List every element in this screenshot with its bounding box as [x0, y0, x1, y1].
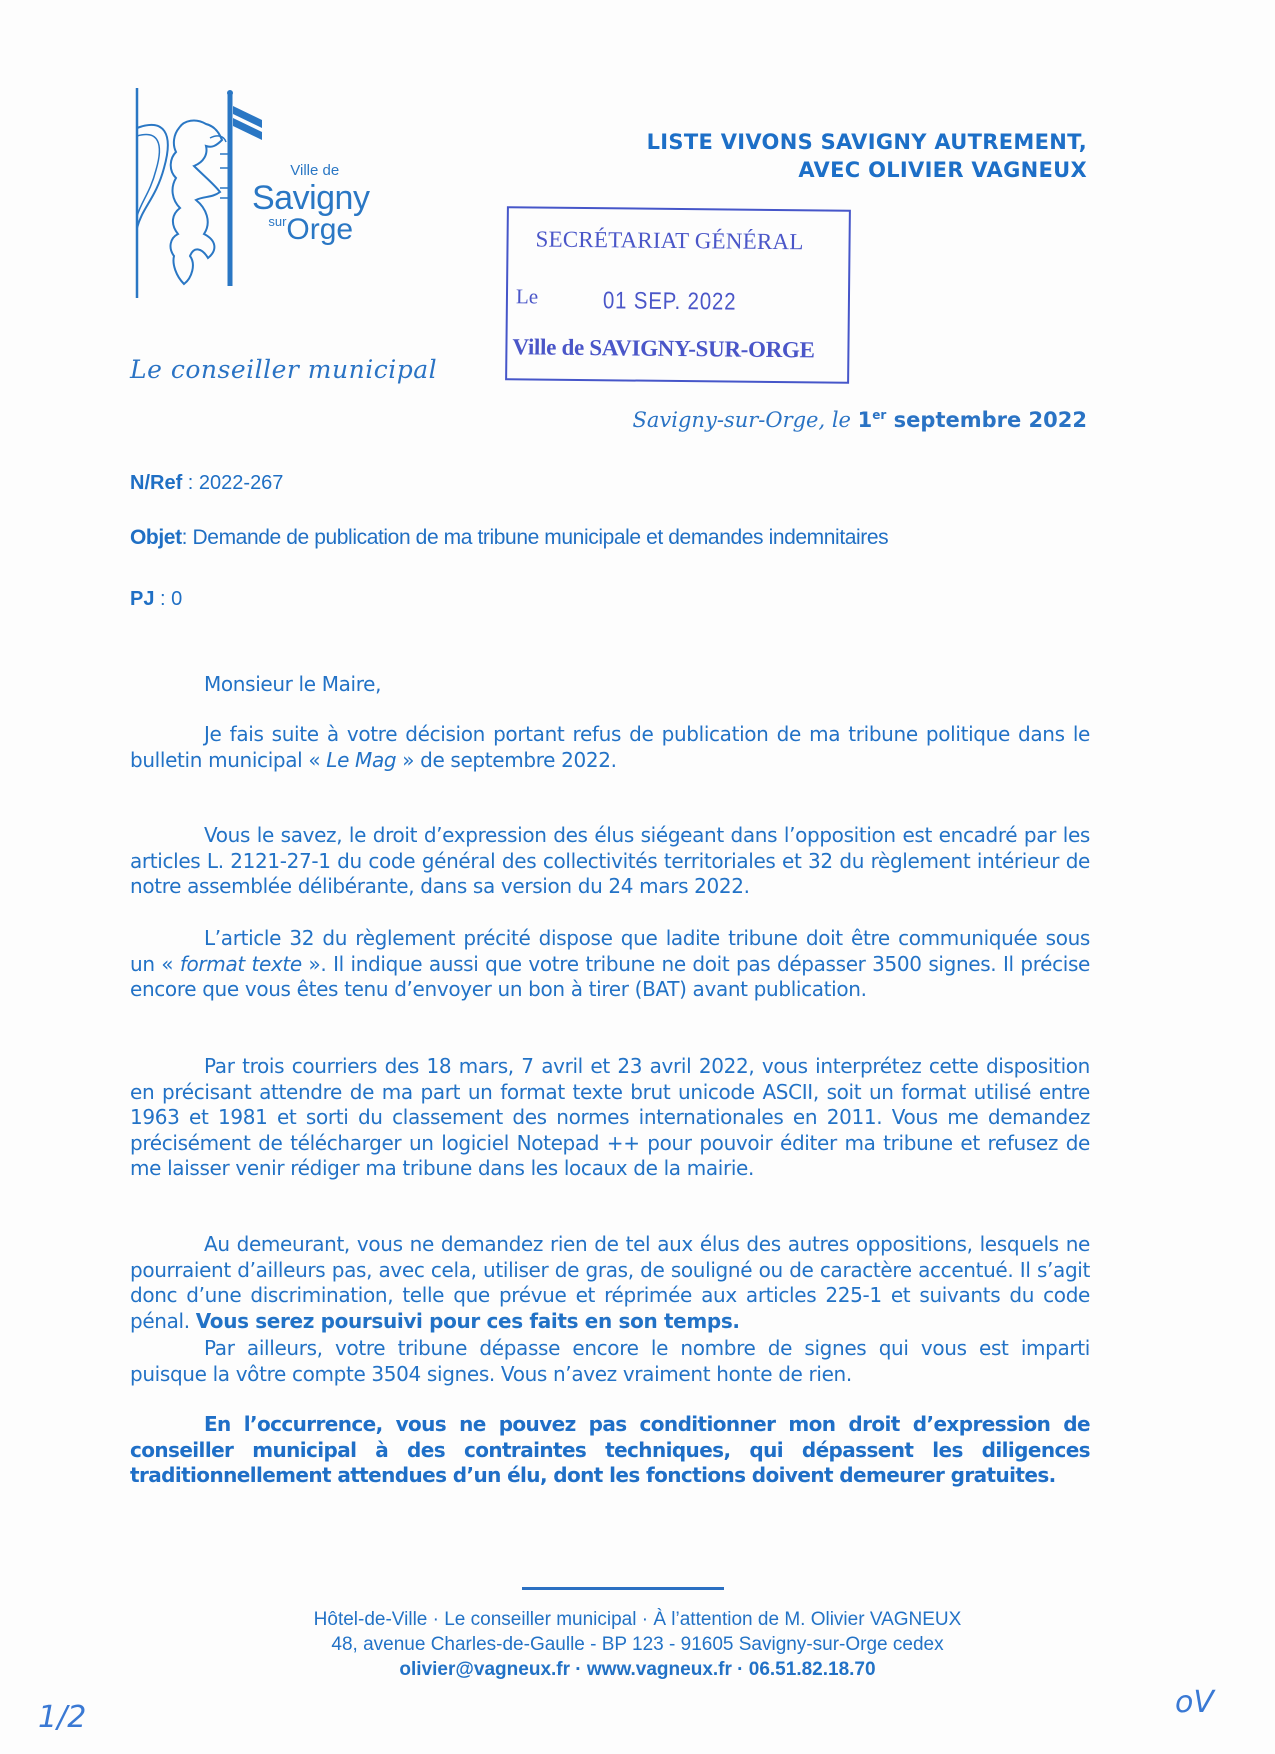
paragraph-2	[130, 823, 1090, 900]
paragraph-1	[130, 722, 1090, 773]
paragraph-7	[130, 1412, 1090, 1489]
reference-value: : 2022-267	[187, 472, 284, 494]
date-line	[633, 408, 1088, 432]
letterhead-line-1: LISTE VIVONS SAVIGNY AUTREMENT,	[646, 130, 1087, 154]
logo-sur: sur	[268, 214, 287, 229]
salutation-text: Monsieur le Maire,	[204, 672, 382, 696]
paragraph-5	[130, 1232, 1090, 1334]
paragraph-3-text-end: ». Il indique aussi que votre tribune ne doit pas dépasser 3500 signes. Il précise encore que vous êtes tenu d’envoyer un bon à tirer (BAT) avant publication.	[130, 951, 1090, 1001]
reception-stamp	[505, 206, 851, 384]
attachments-value: : 0	[160, 588, 183, 610]
paragraph-5-text: Au demeurant, vous ne demandez rien de tel aux élus des autres oppositions, lesquels ne pourraient d’ailleurs pas, avec cela, utiliser de gras, de souligné ou de caractère accentué. Il s’agit donc d’une discrimination, telle que prévue et réprimée aux articles 225-1 et suivants du code pénal.	[130, 1232, 1090, 1333]
paragraph-1-text-end: » de septembre 2022.	[396, 747, 617, 772]
logo-ville-de: Ville de	[290, 162, 340, 179]
date-day: 1	[857, 408, 873, 432]
footer-contact: olivier@vagneux.fr · www.vagneux.fr · 06.51.82.18.70	[399, 1659, 876, 1680]
attachments-label: PJ	[130, 588, 155, 610]
subject-value: : Demande de publication de ma tribune municipale et demandes indemnitaires	[181, 526, 889, 549]
footer-line-1: Hôtel-de-Ville · Le conseiller municipal · À l’attention de M. Olivier VAGNEUX	[313, 1609, 962, 1630]
sender-role: Le conseiller municipal	[130, 355, 438, 384]
paragraph-3	[130, 926, 1090, 1003]
paragraph-2-text: Vous le savez, le droit d’expression des élus siégeant dans l’opposition est encadré par les articles L. 2121-27-1 du code général des collectivités territoriales et 32 du règlement intérieur de notre assemblée délibérante, dans sa version du 24 mars 2022.	[130, 823, 1090, 898]
paragraph-3-text: L’article 32 du règlement précité dispose que ladite tribune doit être communiquée sous un «	[130, 926, 1090, 976]
paragraph-6	[130, 1336, 1090, 1387]
paragraph-4	[130, 1054, 1090, 1182]
format-texte-term: format texte	[179, 951, 302, 976]
letterhead-line-2: AVEC OLIVIER VAGNEUX	[798, 158, 1087, 182]
paragraph-1-text: Je fais suite à votre décision portant refus de publication de ma tribune politique dans le bulletin municipal «	[130, 722, 1090, 772]
date-day-suffix: er	[872, 408, 887, 422]
date-value	[858, 408, 1087, 432]
date-month-year: septembre 2022	[893, 408, 1087, 432]
letterhead-title	[647, 128, 1087, 184]
date-place: Savigny-sur-Orge, le	[632, 408, 851, 432]
magazine-title: Le Mag	[326, 747, 397, 772]
paragraph-5-warning: Vous serez poursuivi pour ces faits en son temps.	[195, 1308, 740, 1333]
handwritten-page-number: 1/2	[38, 1700, 87, 1735]
footer-divider	[522, 1587, 724, 1590]
logo-sur-orge	[268, 213, 354, 246]
logo-savigny: Savigny	[252, 179, 370, 217]
stamp-city: Ville de SAVIGNY-SUR-ORGE	[512, 334, 815, 363]
stamp-title: SECRÉTARIAT GÉNÉRAL	[535, 226, 804, 255]
paragraph-7-text: En l’occurrence, vous ne pouvez pas conditionner mon droit d’expression de conseiller municipal à des contraintes techniques, qui dépassent les diligences traditionnellement attendues d’un élu, dont les fonctions doivent demeurer gratuites.	[130, 1412, 1090, 1487]
footer-line-2: 48, avenue Charles-de-Gaulle - BP 123 - 91605 Savigny-sur-Orge cedex	[331, 1634, 944, 1655]
stamp-date: 01 SEP. 2022	[602, 287, 737, 316]
footer	[0, 1607, 1275, 1682]
handwritten-initials: oV	[1175, 1685, 1214, 1720]
subject-label: Objet	[130, 526, 182, 549]
logo-orge: Orge	[286, 213, 354, 246]
attachments	[130, 588, 182, 611]
paragraph-6-text: Par ailleurs, votre tribune dépasse encore le nombre de signes qui vous est imparti puisque la vôtre compte 3504 signes. Vous n’avez vraiment honte de rien.	[130, 1336, 1090, 1386]
city-logo-text	[252, 163, 369, 245]
reference-label: N/Ref	[130, 472, 183, 494]
paragraph-4-text: Par trois courriers des 18 mars, 7 avril et 23 avril 2022, vous interprétez cette disposition en précisant attendre de ma part un format texte brut unicode ASCII, soit un format utilisé entre 1963 et 1981 et sorti du classement des normes internationales en 2011. Vous me demandez précisément de télécharger un logiciel Notepad ++ pour pouvoir éditer ma tribune et refusez de me laisser venir rédiger ma tribune dans les locaux de la mairie.	[130, 1054, 1090, 1180]
subject	[130, 526, 888, 550]
salutation	[130, 672, 1090, 698]
stamp-le: Le	[515, 284, 539, 309]
reference	[130, 472, 283, 495]
